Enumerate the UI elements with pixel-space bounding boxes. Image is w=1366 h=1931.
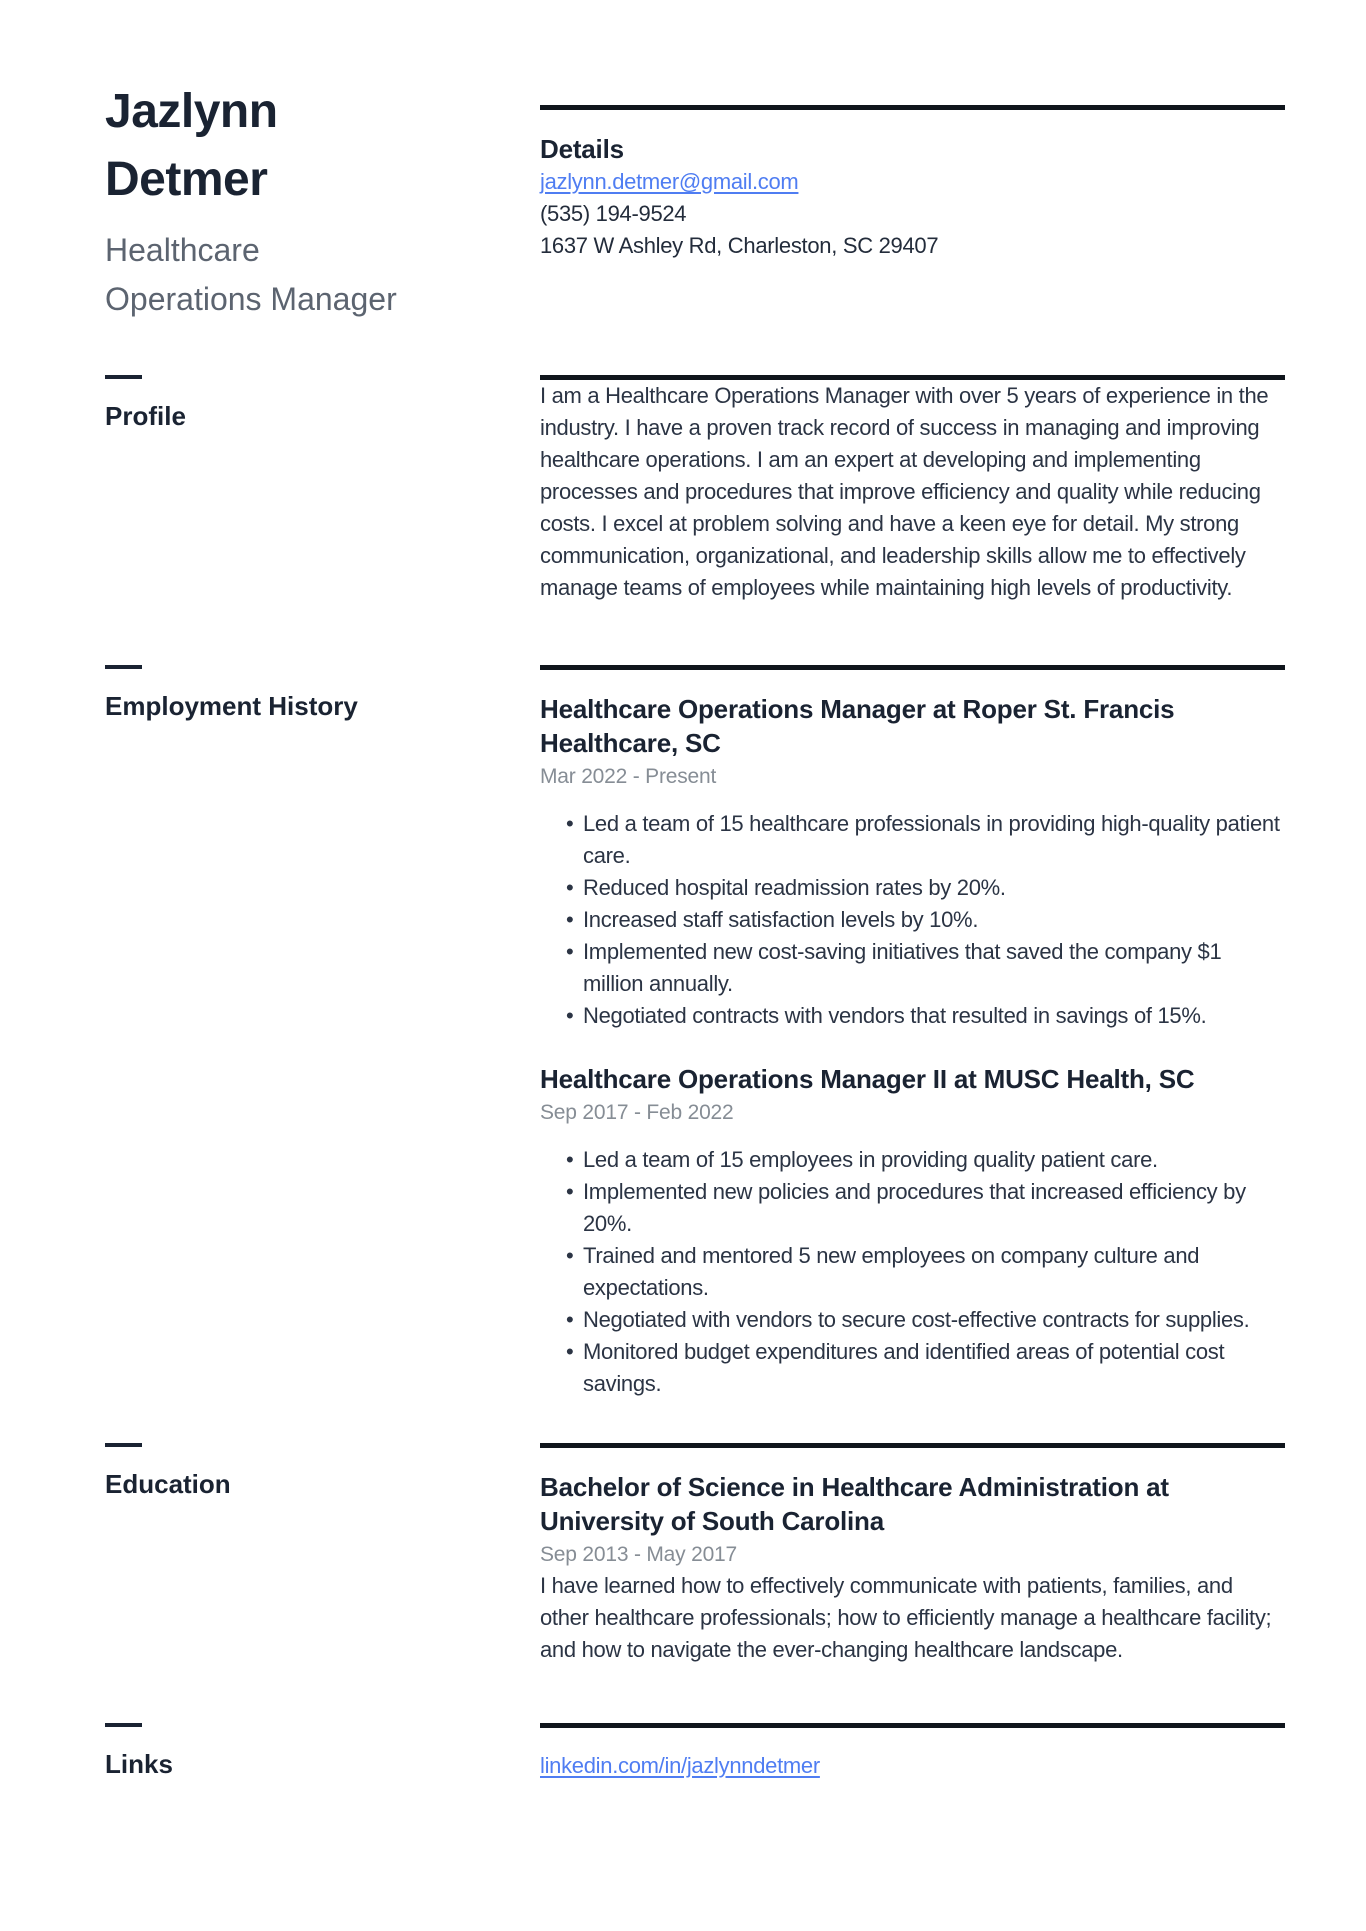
details-heading: Details: [540, 134, 624, 164]
section-dash: [105, 1443, 142, 1447]
education-heading: Education: [105, 1469, 231, 1499]
job-entry: [540, 692, 1285, 1032]
degree-title: Bachelor of Science in Healthcare Administration at University of South Carolina: [540, 1472, 1169, 1536]
name-block: [105, 78, 445, 324]
job-bullet: • Led a team of 15 healthcare professionals in providing high-quality patient care.: [583, 808, 1285, 872]
email-link[interactable]: jazlynn.detmer@gmail.com: [540, 169, 799, 194]
profile-text: I am a Healthcare Operations Manager with over 5 years of experience in the industry. I have a proven track record of success in managing and improving healthcare operations. I am an expert at developing and implementing processes and procedures that improve efficiency and quality while reducing costs. I excel at problem solving and have a keen eye for detail. My strong communication, organizational, and leadership skills allow me to effectively manage teams of employees while maintaining high levels of productivity.: [540, 383, 1269, 600]
job-entry: [540, 1062, 1285, 1400]
job-bullet: • Reduced hospital readmission rates by 20%.: [583, 872, 1285, 904]
links-header-block: [105, 1723, 445, 1781]
job-dates: Mar 2022 - Present: [540, 765, 717, 788]
profile-heading: Profile: [105, 401, 186, 431]
email-line: [540, 166, 1285, 198]
section-rule: [540, 1723, 1285, 1728]
job-bullet: • Negotiated with vendors to secure cost-effective contracts for supplies.: [583, 1304, 1285, 1336]
job-title: Healthcare Operations Manager at Roper St. Francis Healthcare, SC: [540, 694, 1175, 758]
section-dash: [105, 375, 142, 379]
education-header-block: [105, 1443, 445, 1501]
profile-header-block: [105, 375, 445, 433]
profile-section: [105, 375, 1285, 604]
profile-content: [540, 375, 1285, 604]
link-line: [540, 1750, 1285, 1782]
section-dash: [105, 1723, 142, 1727]
links-heading: Links: [105, 1749, 173, 1779]
job-title: Healthcare Operations Manager II at MUSC Health, SC: [540, 1064, 1195, 1094]
job-bullet: • Increased staff satisfaction levels by 10%.: [583, 904, 1285, 936]
job-bullet-list: [540, 808, 1285, 1032]
links-content: [540, 1723, 1285, 1782]
employment-heading: Employment History: [105, 691, 358, 721]
job-bullet: • Monitored budget expenditures and identified areas of potential cost savings.: [583, 1336, 1285, 1400]
linkedin-link[interactable]: linkedin.com/in/jazlynndetmer: [540, 1753, 820, 1778]
employment-section: [105, 665, 1285, 1400]
job-bullet: • Negotiated contracts with vendors that resulted in savings of 15%.: [583, 1000, 1285, 1032]
job-bullet: • Implemented new policies and procedures that increased efficiency by 20%.: [583, 1176, 1285, 1240]
person-job-title: Healthcare Operations Manager: [105, 232, 397, 317]
section-dash: [105, 665, 142, 669]
section-rule: [540, 1443, 1285, 1448]
education-section: [105, 1443, 1285, 1666]
section-rule: [540, 105, 1285, 110]
job-bullet: • Implemented new cost-saving initiatives that saved the company $1 million annually.: [583, 936, 1285, 1000]
job-bullet: • Trained and mentored 5 new employees on company culture and expectations.: [583, 1240, 1285, 1304]
section-rule: [540, 665, 1285, 670]
job-bullet: • Led a team of 15 employees in providing quality patient care.: [583, 1144, 1285, 1176]
links-section: [105, 1723, 1285, 1782]
header-section: [105, 78, 1285, 324]
details-block: [540, 78, 1285, 262]
education-dates: Sep 2013 - May 2017: [540, 1543, 738, 1566]
job-dates: Sep 2017 - Feb 2022: [540, 1101, 734, 1124]
phone-line: (535) 194-9524: [540, 201, 687, 226]
job-bullet-list: [540, 1144, 1285, 1400]
address-line: 1637 W Ashley Rd, Charleston, SC 29407: [540, 233, 939, 258]
employment-content: [540, 665, 1285, 1400]
employment-header-block: [105, 665, 445, 723]
education-description: I have learned how to effectively communicate with patients, families, and other healthcare professionals; how to efficiently manage a healthcare facility; and how to navigate the ever-changing healthcare landscape.: [540, 1573, 1272, 1662]
education-content: [540, 1443, 1285, 1666]
person-name: Jazlynn Detmer: [105, 85, 278, 206]
